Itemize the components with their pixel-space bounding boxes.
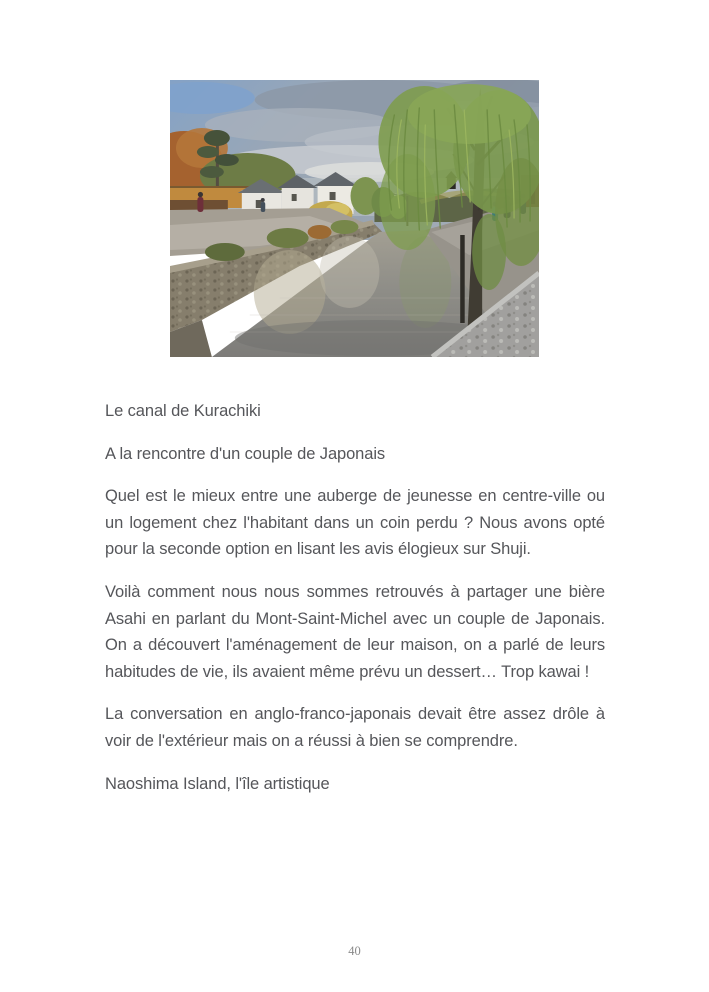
article-text [105, 398, 605, 813]
paragraph-rencontre-title: A la rencontre d'un couple de Japonais [105, 444, 386, 463]
paragraph-naoshima-title: Naoshima Island, l'île artistique [105, 774, 330, 793]
paragraph-auberge: Quel est le mieux entre une auberge de jeunesse en centre-ville ou un logement chez l'habitant dans un coin perdu ? Nous avons opté pour la seconde option en lisant les avis élogieux sur Shuji. [105, 487, 605, 559]
page-number: 40 [348, 944, 361, 958]
paragraph-biere-asahi: Voilà comment nous nous sommes retrouvés à partager une bière Asahi en parlant du Mont-Saint-Michel avec un couple de Japonais. On a découvert l'aménagement de leur maison, on a parlé de leurs habitudes de vie, ils avaient même prévu un dessert… Trop kawai ! [105, 582, 605, 681]
paragraph-conversation: La conversation en anglo-franco-japonais devait être assez drôle à voir de l'extérieur mais on a réussi à bien se comprendre. [105, 705, 605, 750]
kurashiki-canal-photo [170, 80, 539, 357]
kurashiki-canal-image [170, 80, 539, 357]
paragraph-canal-title: Le canal de Kurachiki [105, 402, 261, 420]
